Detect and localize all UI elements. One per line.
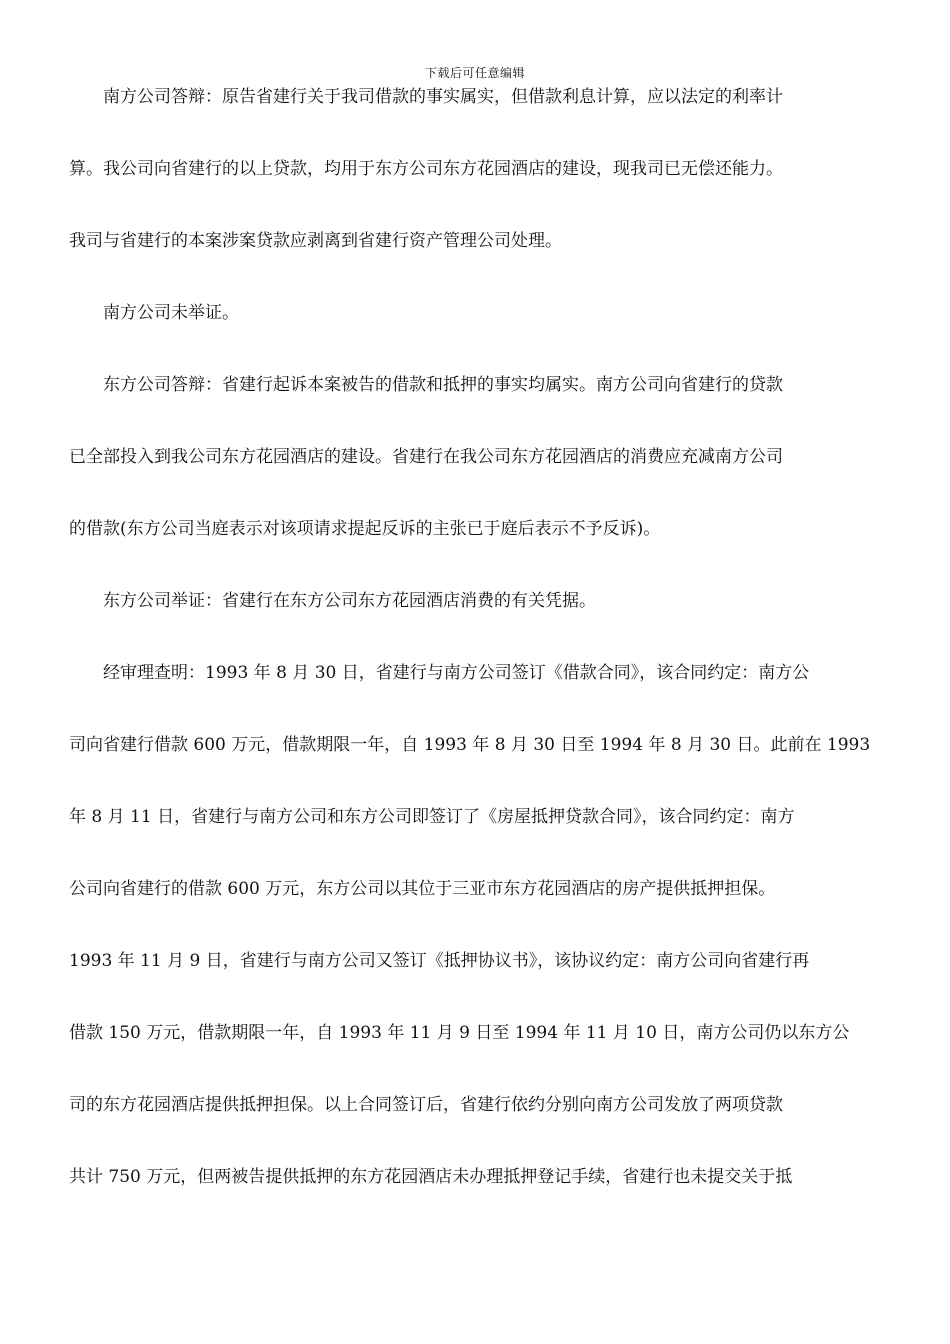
paragraph-dongfang-defense: 东方公司答辩：省建行起诉本案被告的借款和抵押的事实均属实。南方公司向省建行的贷款 已全部投入到我公司东方花园酒店的建设。省建行在我公司东方花园酒店的消费应充减南方公司 的借款(东方公司当庭表示对该项请求提起反诉的主张已于庭后表示不予反诉)。 [69,375,783,539]
paragraph-court-findings: 经审理查明：1993 年 8 月 30 日，省建行与南方公司签订《借款合同》，该合同约定：南方公 司向省建行借款 600 万元，借款期限一年，自 1993 年 8 月 30 日至 1994 年 8 月 30 日。此前在 1993 年 8 月 11 日，省建行与南方公司和东方公司即签订了《房屋抵押贷款合同》，该合同约定：南方 公司向省建行的借款 600 万元，东方公司以其位于三亚市东方花园酒店的房产提供抵押担保。 1993 年 11 月 9 日，省建行与南方公司又签订《抵押协议书》，该协议约定：南方公司向省建行再 借款 150 万元，借款期限一年，自 1993 年 11 月 9 日至 1994 年 11 月 10 日，南方公司仍以东方公 司的东方花园酒店提供抵押担保。以上合同签订后，省建行依约分别向南方公司发放了两项贷款 共计 750 万元，但两被告提供抵押的东方花园酒店未办理抵押登记手续，省建行也未提交关于抵 [69,663,871,1187]
document-body [69,79,883,1195]
page-header-note: 下载后可任意编辑 [424,66,525,80]
paragraph-nanfang-no-evidence: 南方公司未举证。 [103,303,239,323]
paragraph-nanfang-defense: 南方公司答辩：原告省建行关于我司借款的事实属实，但借款利息计算，应以法定的利率计 算。我公司向省建行的以上贷款，均用于东方公司东方花园酒店的建设，现我司已无偿还能力。 我司与省建行的本案涉案贷款应剥离到省建行资产管理公司处理。 [69,87,783,251]
paragraph-dongfang-evidence: 东方公司举证：省建行在东方公司东方花园酒店消费的有关凭据。 [103,591,596,611]
